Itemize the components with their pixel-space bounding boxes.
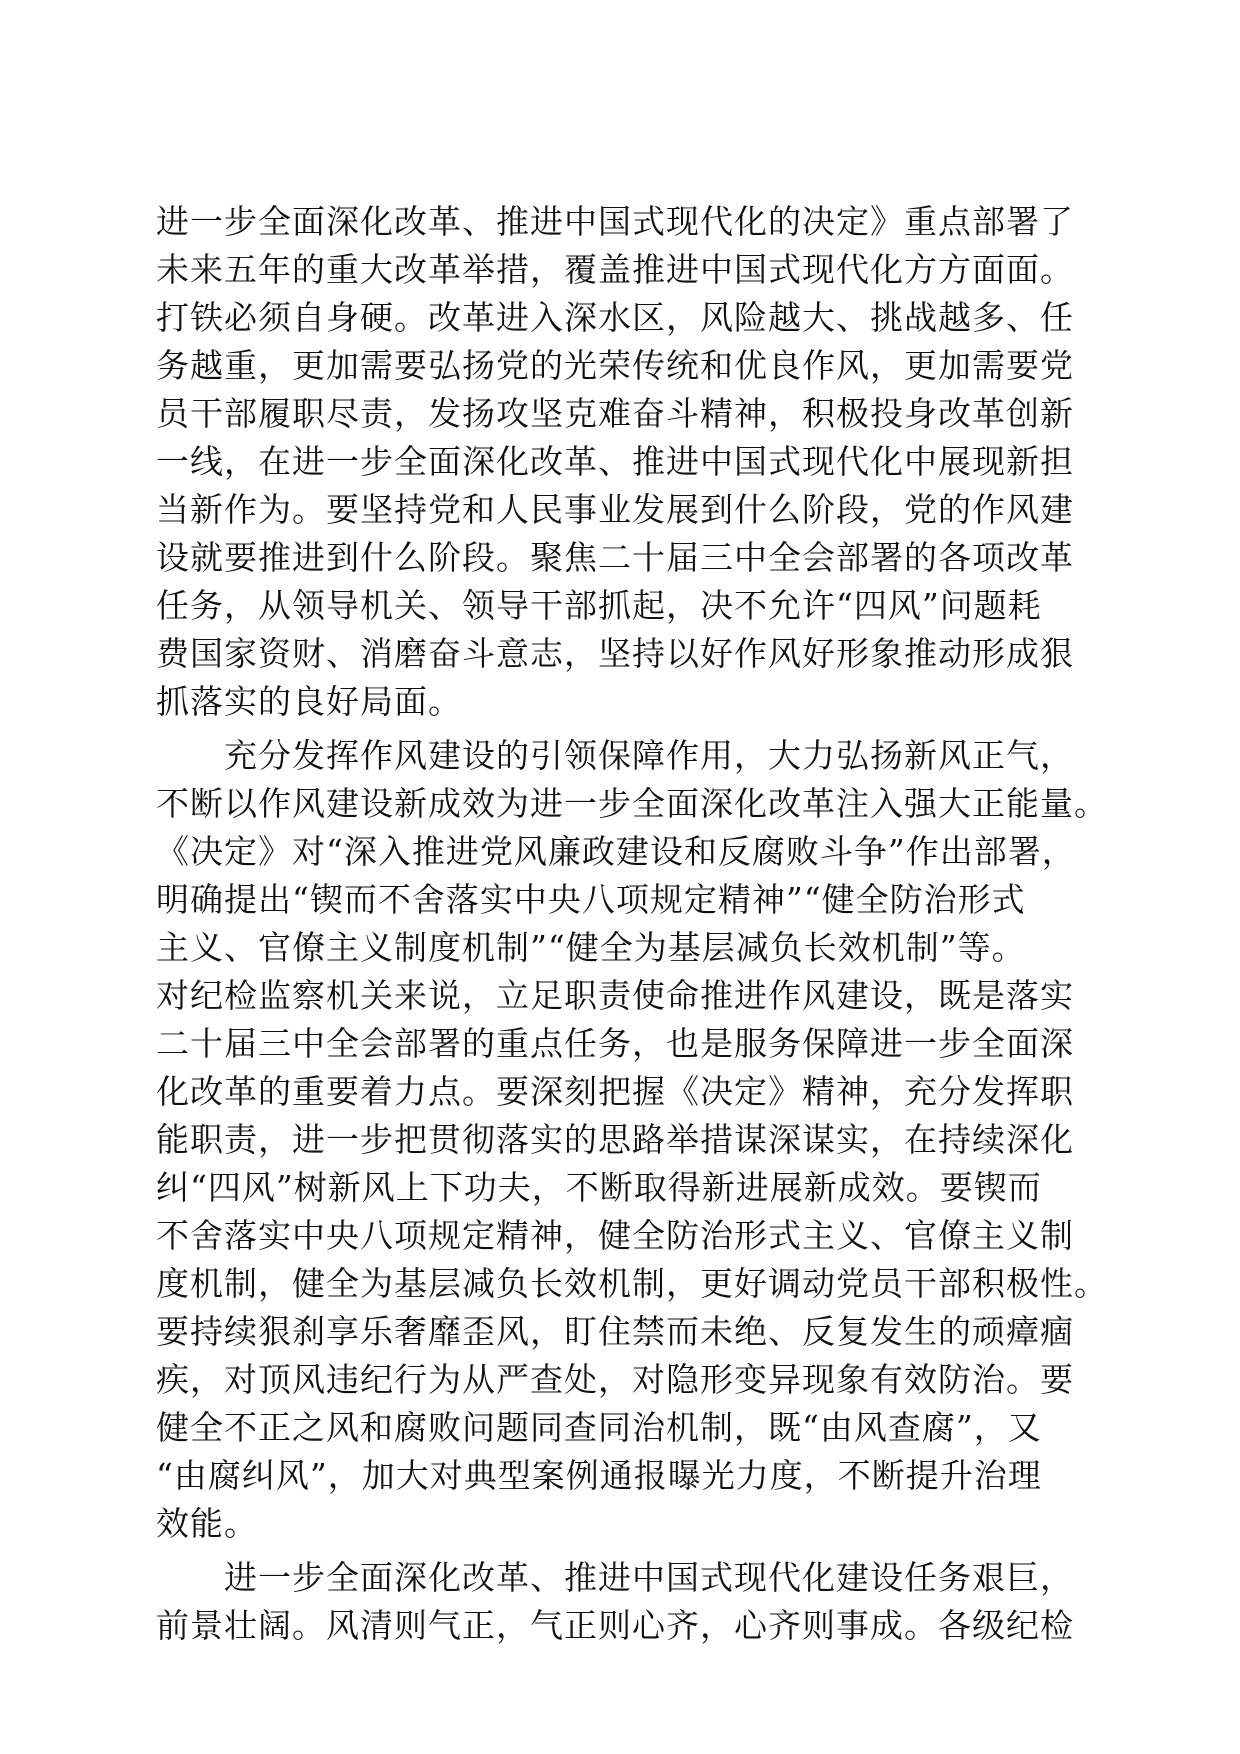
text-line: 健全不正之风和腐败问题同查同治机制，既“由风查腐”，又 [156,1408,1042,1447]
text-line: 要持续狠刹享乐奢靡歪风，盯住禁而未绝、反复发生的顽瘴痼 [156,1312,1074,1351]
text-line: 抓落实的良好局面。 [156,682,462,721]
text-line: 对纪检监察机关来说，立足职责使命推进作风建设，既是落实 [156,976,1074,1015]
body-text [156,198,1108,1650]
paragraph-first-line: 充分发挥作风建设的引领保障作用，大力弘扬新风正气， [156,736,1074,775]
text-line: 效能。 [156,1504,258,1543]
text-line: 主义、官僚主义制度机制”“健全为基层减负长效机制”等。 [156,928,1026,967]
text-line: 任务，从领导机关、领导干部抓起，决不允许“四风”问题耗 [156,586,1042,625]
text-line: 不断以作风建设新成效为进一步全面深化改革注入强大正能量。 [156,784,1108,823]
text-line: 员干部履职尽责，发扬攻坚克难奋斗精神，积极投身改革创新 [156,394,1074,433]
text-line: 度机制，健全为基层减负长效机制，更好调动党员干部积极性。 [156,1264,1108,1303]
text-line: 当新作为。要坚持党和人民事业发展到什么阶段，党的作风建 [156,490,1074,529]
text-line: 打铁必须自身硬。改革进入深水区，风险越大、挑战越多、任 [156,298,1074,337]
text-line: 务越重，更加需要弘扬党的光荣传统和优良作风，更加需要党 [156,346,1074,385]
paragraph-first-line: 进一步全面深化改革、推进中国式现代化建设任务艰巨， [156,1558,1074,1597]
text-line: 化改革的重要着力点。要深刻把握《决定》精神，充分发挥职 [156,1072,1074,1111]
text-line: 未来五年的重大改革举措，覆盖推进中国式现代化方方面面。 [156,250,1074,289]
text-line: 费国家资财、消磨奋斗意志，坚持以好作风好形象推动形成狠 [156,634,1074,673]
text-line: 进一步全面深化改革、推进中国式现代化的决定》重点部署了 [156,202,1074,241]
text-line: 不舍落实中央八项规定精神，健全防治形式主义、官僚主义制 [156,1216,1074,1255]
text-line: 纠“四风”树新风上下功夫，不断取得新进展新成效。要锲而 [156,1168,1042,1207]
text-line: 《决定》对“深入推进党风廉政建设和反腐败斗争”作出部署， [156,832,1076,871]
text-line: 明确提出“锲而不舍落实中央八项规定精神”“健全防治形式 [156,880,1026,919]
text-line: 一线，在进一步全面深化改革、推进中国式现代化中展现新担 [156,442,1074,481]
text-line: 二十届三中全会部署的重点任务，也是服务保障进一步全面深 [156,1024,1074,1063]
text-line: 设就要推进到什么阶段。聚焦二十届三中全会部署的各项改革 [156,538,1074,577]
text-line: 疾，对顶风违纪行为从严查处，对隐形变异现象有效防治。要 [156,1360,1074,1399]
text-line: 前景壮阔。风清则气正，气正则心齐，心齐则事成。各级纪检 [156,1606,1074,1645]
text-line: “由腐纠风”，加大对典型案例通报曝光力度，不断提升治理 [156,1456,1042,1495]
text-line: 能职责，进一步把贯彻落实的思路举措谋深谋实，在持续深化 [156,1120,1074,1159]
